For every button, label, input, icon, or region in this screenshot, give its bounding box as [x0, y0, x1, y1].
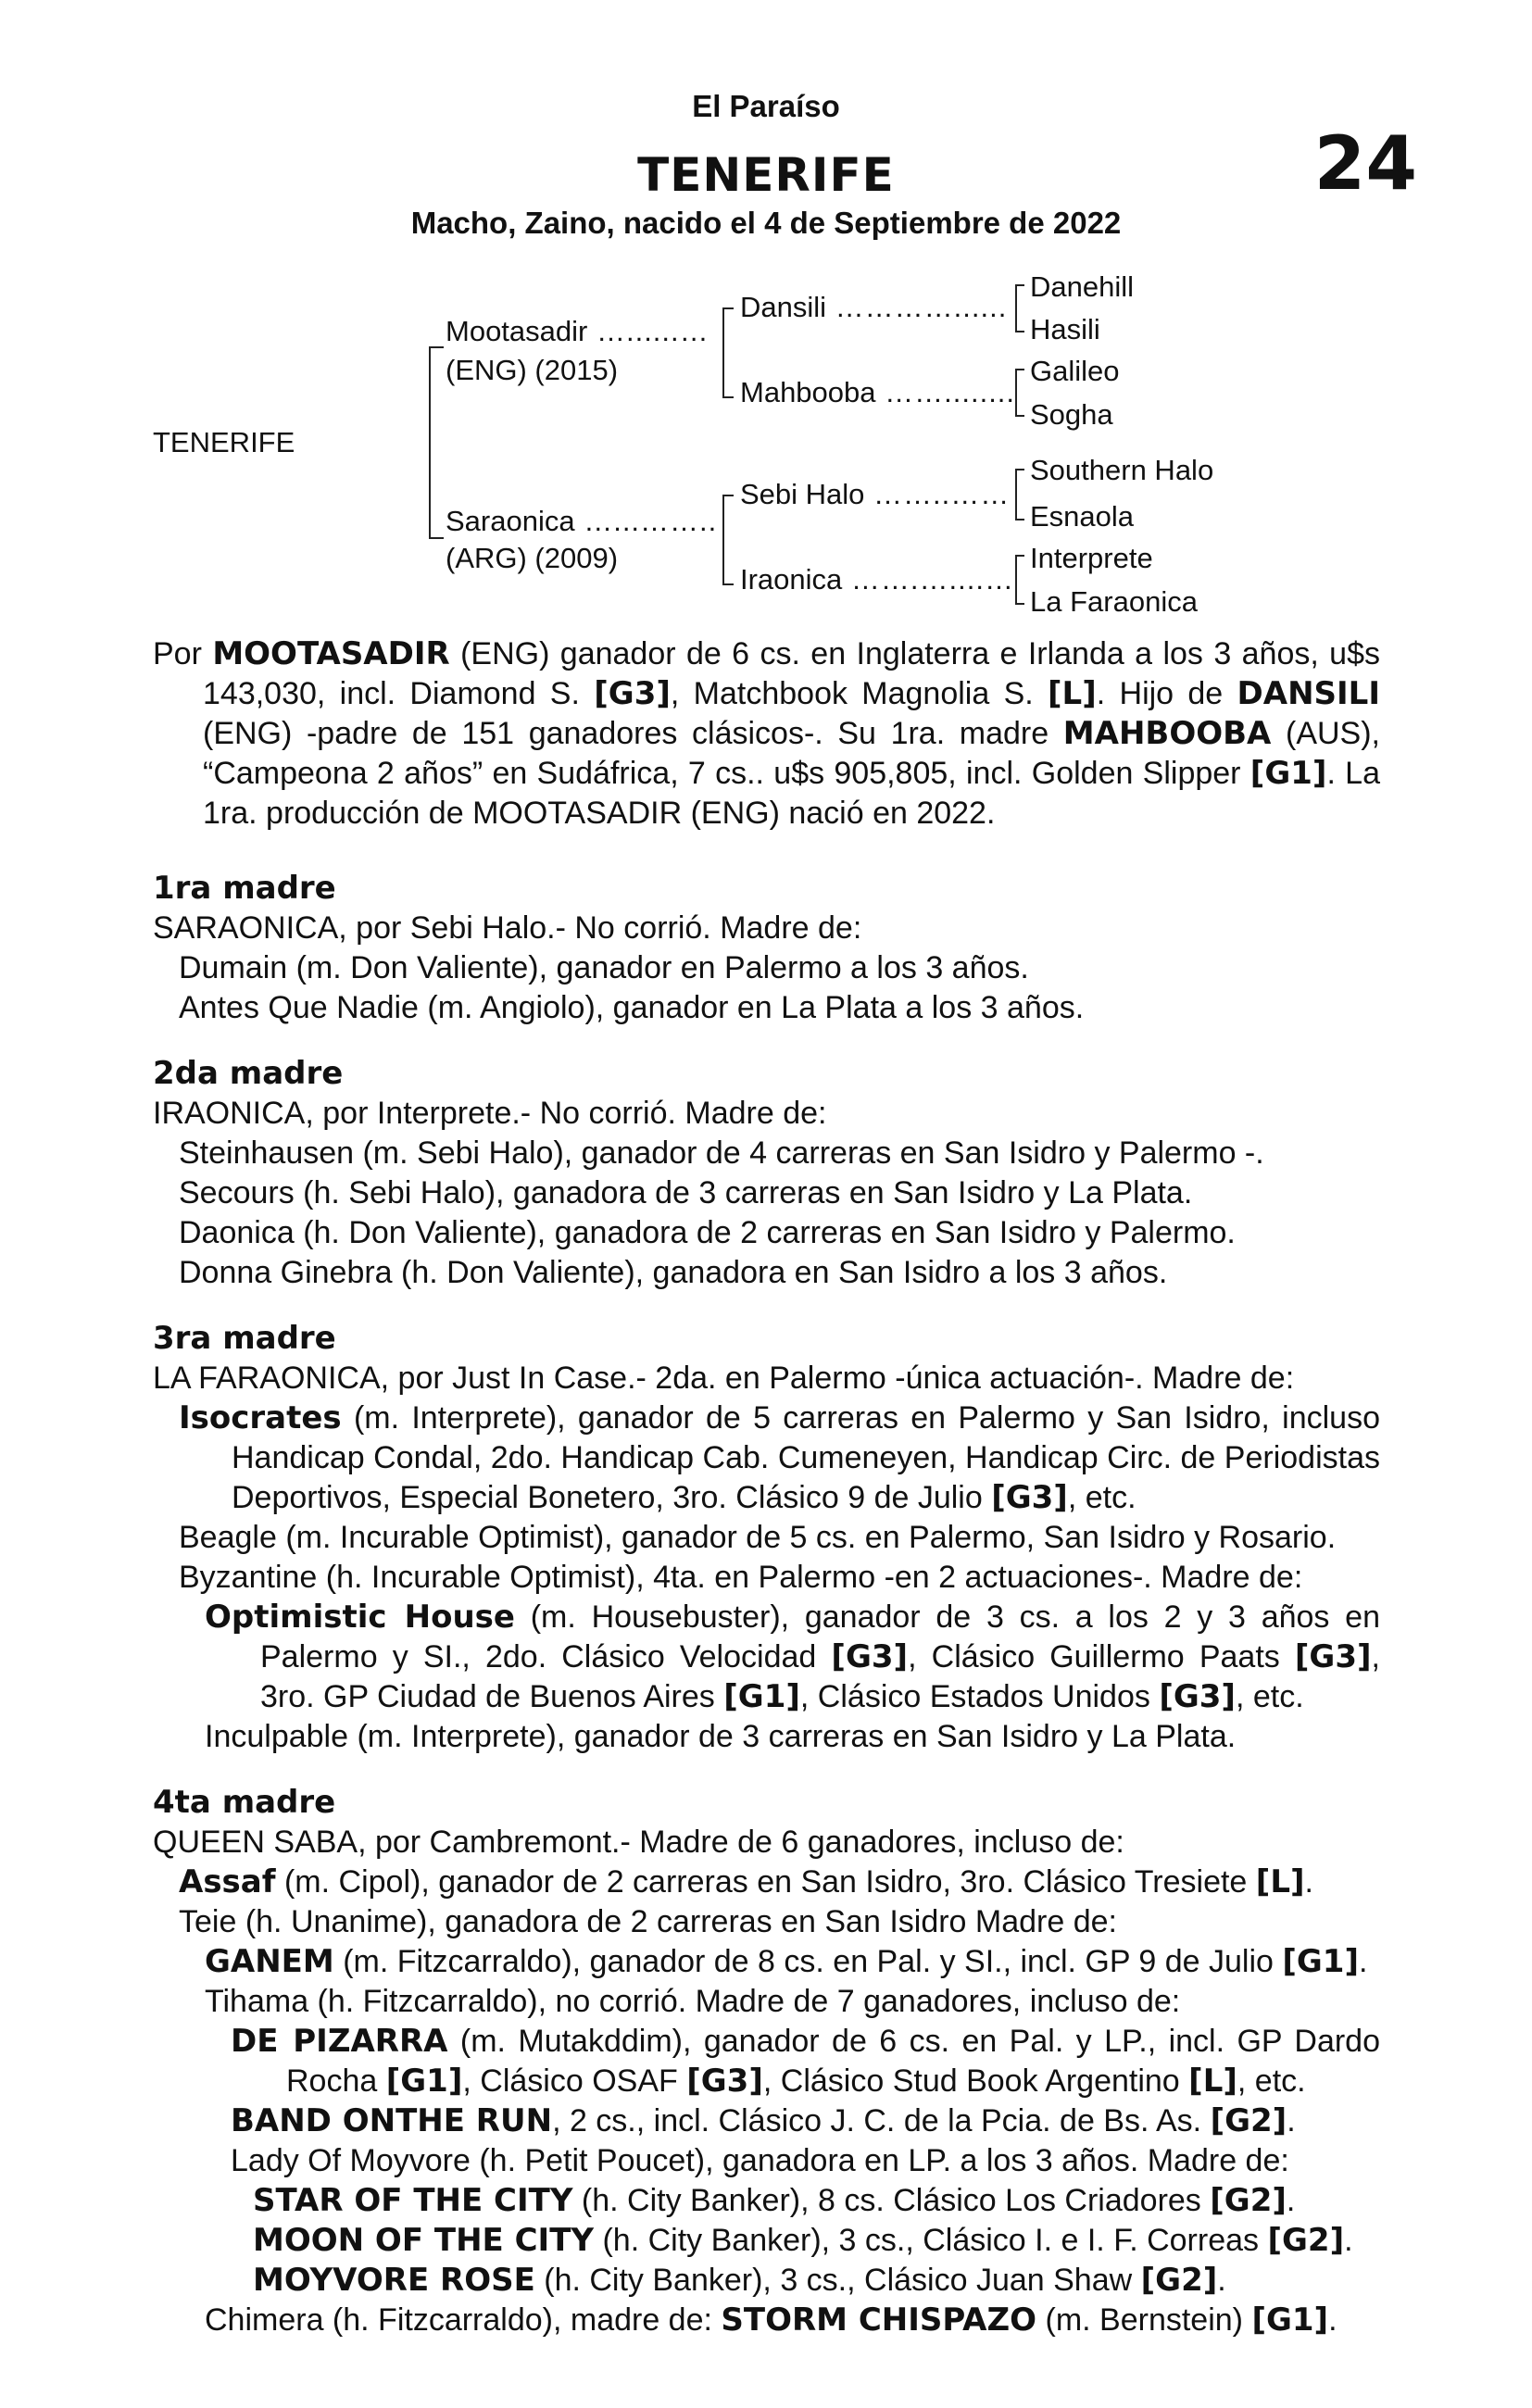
pedigree-sire-dam: Mahbooba ……........ — [740, 376, 1016, 408]
pedigree-g3-5: Southern Halo — [1030, 454, 1214, 486]
pedigree-bracket-g3-2 — [1015, 369, 1024, 417]
pedigree-dam-sire: Sebi Halo ……..…… — [740, 478, 1011, 510]
pedigree-g3-7: Interprete — [1030, 542, 1153, 574]
list-item: Dumain (m. Don Valiente), ganador en Palermo a los 3 años. — [179, 950, 1029, 985]
pedigree-dam-dam: Iraonica …….…....… — [740, 563, 1014, 596]
section-heading-3ra-madre: 3ra madre — [153, 1320, 336, 1357]
pedigree-bracket-sire — [722, 307, 734, 398]
pedigree-bracket-main — [429, 346, 444, 539]
pedigree-g3-2: Hasili — [1030, 313, 1100, 345]
pedigree-bracket-g3-1 — [1015, 284, 1024, 332]
dam-line: SARAONICA, por Sebi Halo.- No corrió. Madre de: — [153, 910, 862, 946]
lot-number: 24 — [1313, 120, 1417, 207]
pedigree-g3-8: La Faraonica — [1030, 585, 1198, 618]
pedigree-g3-3: Galileo — [1030, 355, 1120, 387]
list-item: Donna Ginebra (h. Don Valiente), ganadora en San Isidro a los 3 años. — [179, 1255, 1168, 1290]
pedigree-g3-4: Sogha — [1030, 398, 1113, 431]
list-item: Steinhausen (m. Sebi Halo), ganador de 4 carreras en San Isidro y Palermo -. — [179, 1135, 1264, 1171]
pedigree-bracket-g3-4 — [1015, 555, 1024, 605]
list-item: BAND ONTHE RUN, 2 cs., incl. Clásico J. C. de la Pcia. de Bs. As. [G2]. — [231, 2102, 1296, 2139]
sire-summary: Por MOOTASADIR (ENG) ganador de 6 cs. en Inglaterra e Irlanda a los 3 años, u$s 143,030, incl. Diamond S. [G3], Matchbook Magnolia S. [L]. Hijo de DANSILI (ENG) -padre de 151 ganadores clásicos-. Su 1ra. madre MAHBOOBA (AUS), “Campeona 2 años” en Sudáfrica, 7 cs.. u$s 905,805, incl. Golden Slipper [G1]. La 1ra. producción de MOOTASADIR (ENG) nació en 2022. — [153, 635, 1381, 831]
list-item: Lady Of Moyvore (h. Petit Poucet), ganadora en LP. a los 3 años. Madre de: — [231, 2143, 1289, 2178]
pedigree-g3-6: Esnaola — [1030, 500, 1135, 533]
section-heading-1ra-madre: 1ra madre — [153, 870, 336, 907]
pedigree-dam-origin: (ARG) (2009) — [446, 542, 619, 574]
section-heading-4ta-madre: 4ta madre — [153, 1784, 336, 1821]
list-item: Tihama (h. Fitzcarraldo), no corrió. Madre de 7 ganadores, incluso de: — [205, 1984, 1181, 2019]
pedigree-subject: TENERIFE — [153, 426, 295, 458]
list-item: Secours (h. Sebi Halo), ganadora de 3 carreras en San Isidro y La Plata. — [179, 1175, 1193, 1210]
catalog-content — [153, 634, 1380, 2340]
list-item: GANEM (m. Fitzcarraldo), ganador de 8 cs. en Pal. y SI., incl. GP 9 de Julio [G1]. — [205, 1943, 1368, 1980]
list-item: Chimera (h. Fitzcarraldo), madre de: STORM CHISPAZO (m. Bernstein) [G1]. — [205, 2301, 1337, 2339]
dam-line: QUEEN SABA, por Cambremont.- Madre de 6 ganadores, incluso de: — [153, 1825, 1124, 1860]
pedigree-sire-sire: Dansili …………...... — [740, 291, 1008, 323]
list-item: Beagle (m. Incurable Optimist), ganador de 5 cs. en Palermo, San Isidro y Rosario. — [179, 1520, 1337, 1555]
horse-description: Macho, Zaino, nacido el 4 de Septiembre de 2022 — [410, 206, 1122, 240]
list-item: Daonica (h. Don Valiente), ganadora de 2 carreras en San Isidro y Palermo. — [179, 1215, 1236, 1250]
list-item: Byzantine (h. Incurable Optimist), 4ta. en Palermo -en 2 actuaciones-. Madre de: — [179, 1560, 1303, 1595]
list-item: MOYVORE ROSE (h. City Banker), 3 cs., Clásico Juan Shaw [G2]. — [253, 2262, 1226, 2299]
list-item: DE PIZARRA (m. Mutakddim), ganador de 6 cs. en Pal. y LP., incl. GP Dardo Rocha [G1], Clásico OSAF [G3], Clásico Stud Book Argentino [L], etc. — [231, 2023, 1380, 2100]
pedigree-bracket-dam — [722, 495, 734, 585]
list-item: Optimistic House (m. Housebuster), ganador de 3 cs. a los 2 y 3 años en Palermo y SI., 2do. Clásico Velocidad [G3], Clásico Guillermo Paats [G3], 3ro. GP Ciudad de Buenos Aires [G1], Clásico Estados Unidos [G3], etc. — [205, 1599, 1380, 1715]
list-item: MOON OF THE CITY (h. City Banker), 3 cs., Clásico I. e I. F. Correas [G2]. — [253, 2222, 1353, 2259]
pedigree-sire-origin: (ENG) (2015) — [446, 354, 619, 386]
dam-line: LA FARAONICA, por Just In Case.- 2da. en Palermo -única actuación-. Madre de: — [153, 1361, 1295, 1396]
dam-line: IRAONICA, por Interprete.- No corrió. Madre de: — [153, 1096, 827, 1131]
list-item: Antes Que Nadie (m. Angiolo), ganador en La Plata a los 3 años. — [179, 990, 1085, 1025]
list-item: Assaf (m. Cipol), ganador de 2 carreras en San Isidro, 3ro. Clásico Tresiete [L]. — [179, 1863, 1313, 1900]
farm-name: El Paraíso — [692, 89, 840, 123]
section-heading-2da-madre: 2da madre — [153, 1055, 344, 1092]
list-item: STAR OF THE CITY (h. City Banker), 8 cs. Clásico Los Criadores [G2]. — [253, 2182, 1296, 2219]
list-item: Isocrates (m. Interprete), ganador de 5 carreras en Palermo y San Isidro, incluso Handicap Condal, 2do. Handicap Cab. Cumeneyen, Handicap Circ. de Periodistas Deportivos, Especial Bonetero, 3ro. Clásico 9 de Julio [G3], etc. — [179, 1399, 1380, 1516]
pedigree-dam-name: Saraonica — [446, 505, 575, 537]
pedigree-g3-1: Danehill — [1030, 270, 1135, 303]
list-item: Inculpable (m. Interprete), ganador de 3 carreras en San Isidro y La Plata. — [205, 1719, 1237, 1754]
pedigree-bracket-g3-3 — [1015, 469, 1024, 520]
pedigree-sire: Mootasadir …......… — [446, 315, 709, 347]
pedigree-dam: Saraonica …...…….. — [446, 505, 718, 537]
list-item: Teie (h. Unanime), ganadora de 2 carreras en San Isidro Madre de: — [179, 1904, 1117, 1939]
horse-name-title: TENERIFE — [637, 148, 895, 202]
pedigree-sire-name: Mootasadir — [446, 315, 588, 347]
